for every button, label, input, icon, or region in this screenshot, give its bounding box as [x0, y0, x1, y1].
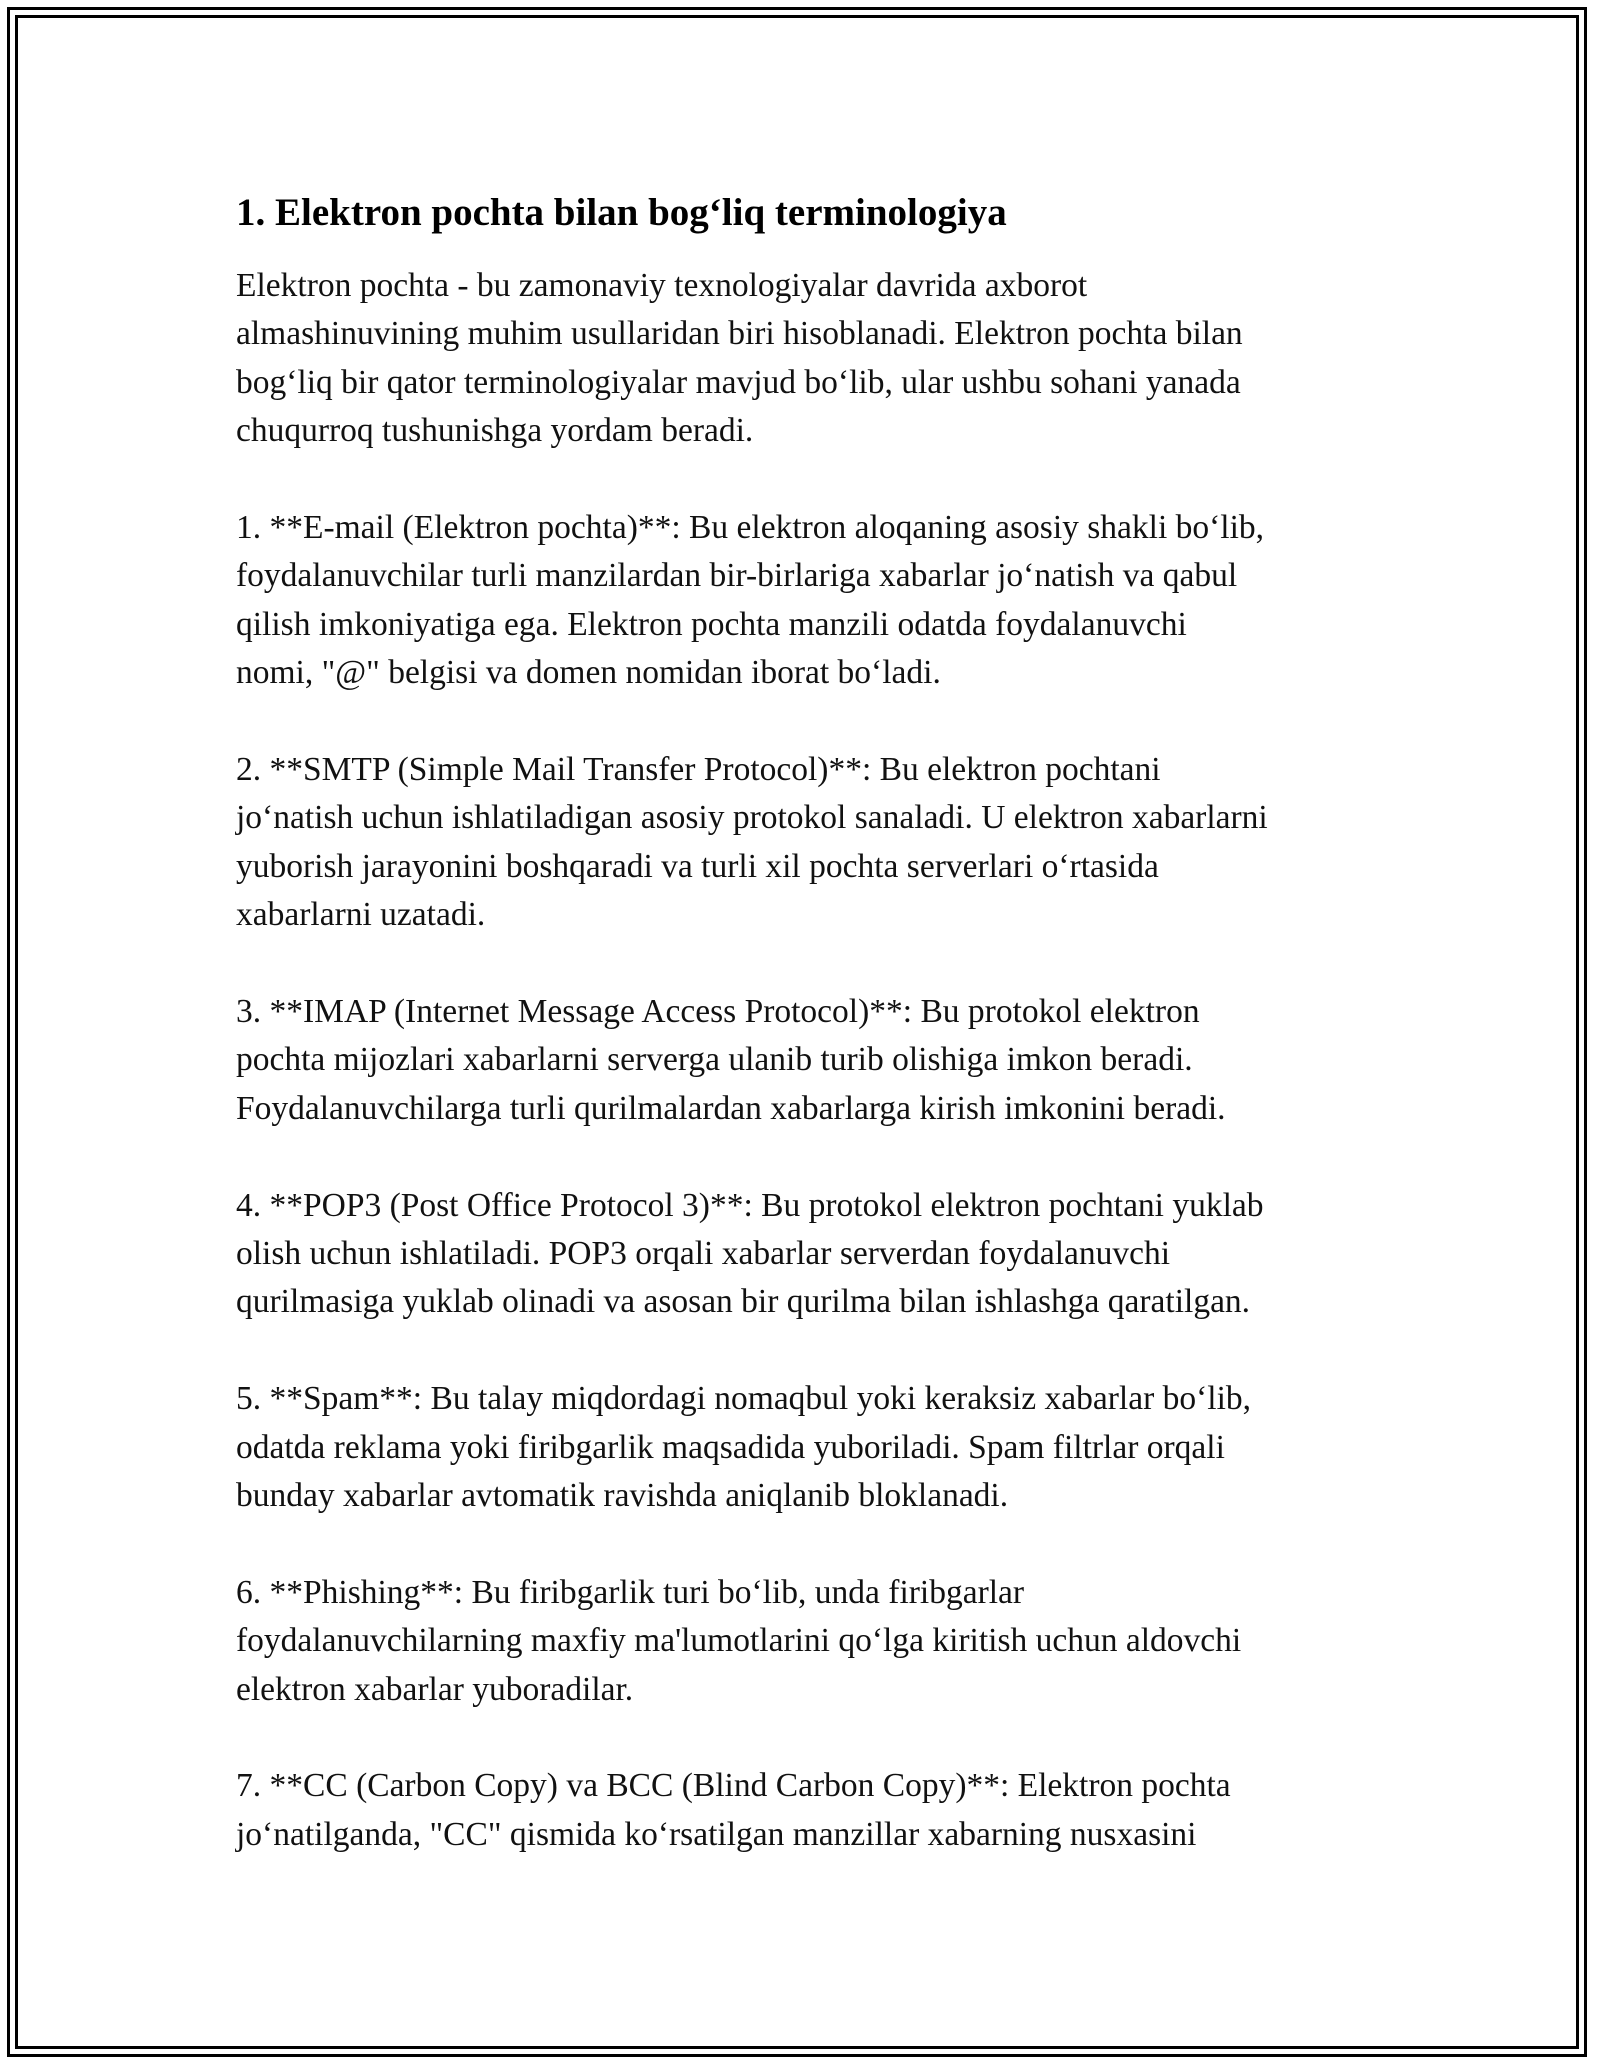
- text-line: almashinuvining muhim usullaridan biri hisoblanadi. Elektron pochta bilan: [236, 315, 1243, 353]
- text-line: Foydalanuvchilarga turli qurilmalardan xabarlarga kirish imkonini beradi.: [236, 1089, 1226, 1127]
- text-line: olish uchun ishlatiladi. POP3 orqali xabarlar serverdan foydalanuvchi: [236, 1235, 1171, 1273]
- text-line: 1. **E-mail (Elektron pochta)**: Bu elektron aloqaning asosiy shakli bo‘lib,: [236, 509, 1265, 547]
- document-page: [236, 186, 1376, 1908]
- text-line: 4. **POP3 (Post Office Protocol 3)**: Bu protokol elektron pochtani yuklab: [236, 1186, 1264, 1224]
- term-imap-paragraph: [236, 988, 1376, 1133]
- text-line: bog‘liq bir qator terminologiyalar mavjud bo‘lib, ular ushbu sohani yanada: [236, 363, 1241, 401]
- text-line: qilish imkoniyatiga ega. Elektron pochta manzili odatda foydalanuvchi: [236, 605, 1187, 643]
- term-email-paragraph: [236, 504, 1376, 698]
- text-line: jo‘natish uchun ishlatiladigan asosiy protokol sanaladi. U elektron xabarlarni: [236, 799, 1268, 837]
- text-line: bunday xabarlar avtomatik ravishda aniqlanib bloklanadi.: [236, 1477, 1009, 1515]
- text-line: chuqurroq tushunishga yordam beradi.: [236, 412, 754, 450]
- section-heading: 1. Elektron pochta bilan bog‘liq terminologiya: [236, 191, 1007, 234]
- text-line: 7. **CC (Carbon Copy) va BCC (Blind Carbon Copy)**: Elektron pochta: [236, 1767, 1231, 1805]
- text-line: odatda reklama yoki firibgarlik maqsadida yuboriladi. Spam filtrlar orqali: [236, 1428, 1225, 1466]
- text-line: foydalanuvchilar turli manzilardan bir-birlariga xabarlar jo‘natish va qabul: [236, 557, 1238, 595]
- text-line: Elektron pochta - bu zamonaviy texnologiyalar davrida axborot: [236, 267, 1088, 304]
- text-line: nomi, "@" belgisi va domen nomidan iborat bo‘ladi.: [236, 654, 941, 692]
- text-line: xabarlarni uzatadi.: [236, 896, 486, 934]
- text-line: pochta mijozlari xabarlarni serverga ulanib turib olishiga imkon beradi.: [236, 1041, 1193, 1079]
- text-line: 3. **IMAP (Internet Message Access Protocol)**: Bu protokol elektron: [236, 993, 1200, 1031]
- text-line: 2. **SMTP (Simple Mail Transfer Protocol)**: Bu elektron pochtani: [236, 751, 1161, 789]
- term-spam-paragraph: [236, 1375, 1376, 1520]
- term-phishing-paragraph: [236, 1569, 1376, 1714]
- text-line: jo‘natilganda, "CC" qismida ko‘rsatilgan manzillar xabarning nusxasini: [236, 1815, 1197, 1853]
- term-smtp-paragraph: [236, 746, 1376, 940]
- text-line: 6. **Phishing**: Bu firibgarlik turi bo‘lib, unda firibgarlar: [236, 1573, 1025, 1611]
- intro-paragraph: [236, 262, 1376, 456]
- term-pop3-paragraph: [236, 1182, 1376, 1327]
- text-line: yuborish jarayonini boshqaradi va turli xil pochta serverlari o‘rtasida: [236, 847, 1159, 885]
- term-cc-bcc-paragraph: [236, 1762, 1376, 1859]
- text-line: elektron xabarlar yuboradilar.: [236, 1670, 634, 1708]
- text-line: qurilmasiga yuklab olinadi va asosan bir qurilma bilan ishlashga qaratilgan.: [236, 1283, 1251, 1321]
- text-line: foydalanuvchilarning maxfiy ma'lumotlarini qo‘lga kiritish uchun aldovchi: [236, 1622, 1242, 1660]
- text-line: 5. **Spam**: Bu talay miqdordagi nomaqbul yoki keraksiz xabarlar bo‘lib,: [236, 1380, 1252, 1418]
